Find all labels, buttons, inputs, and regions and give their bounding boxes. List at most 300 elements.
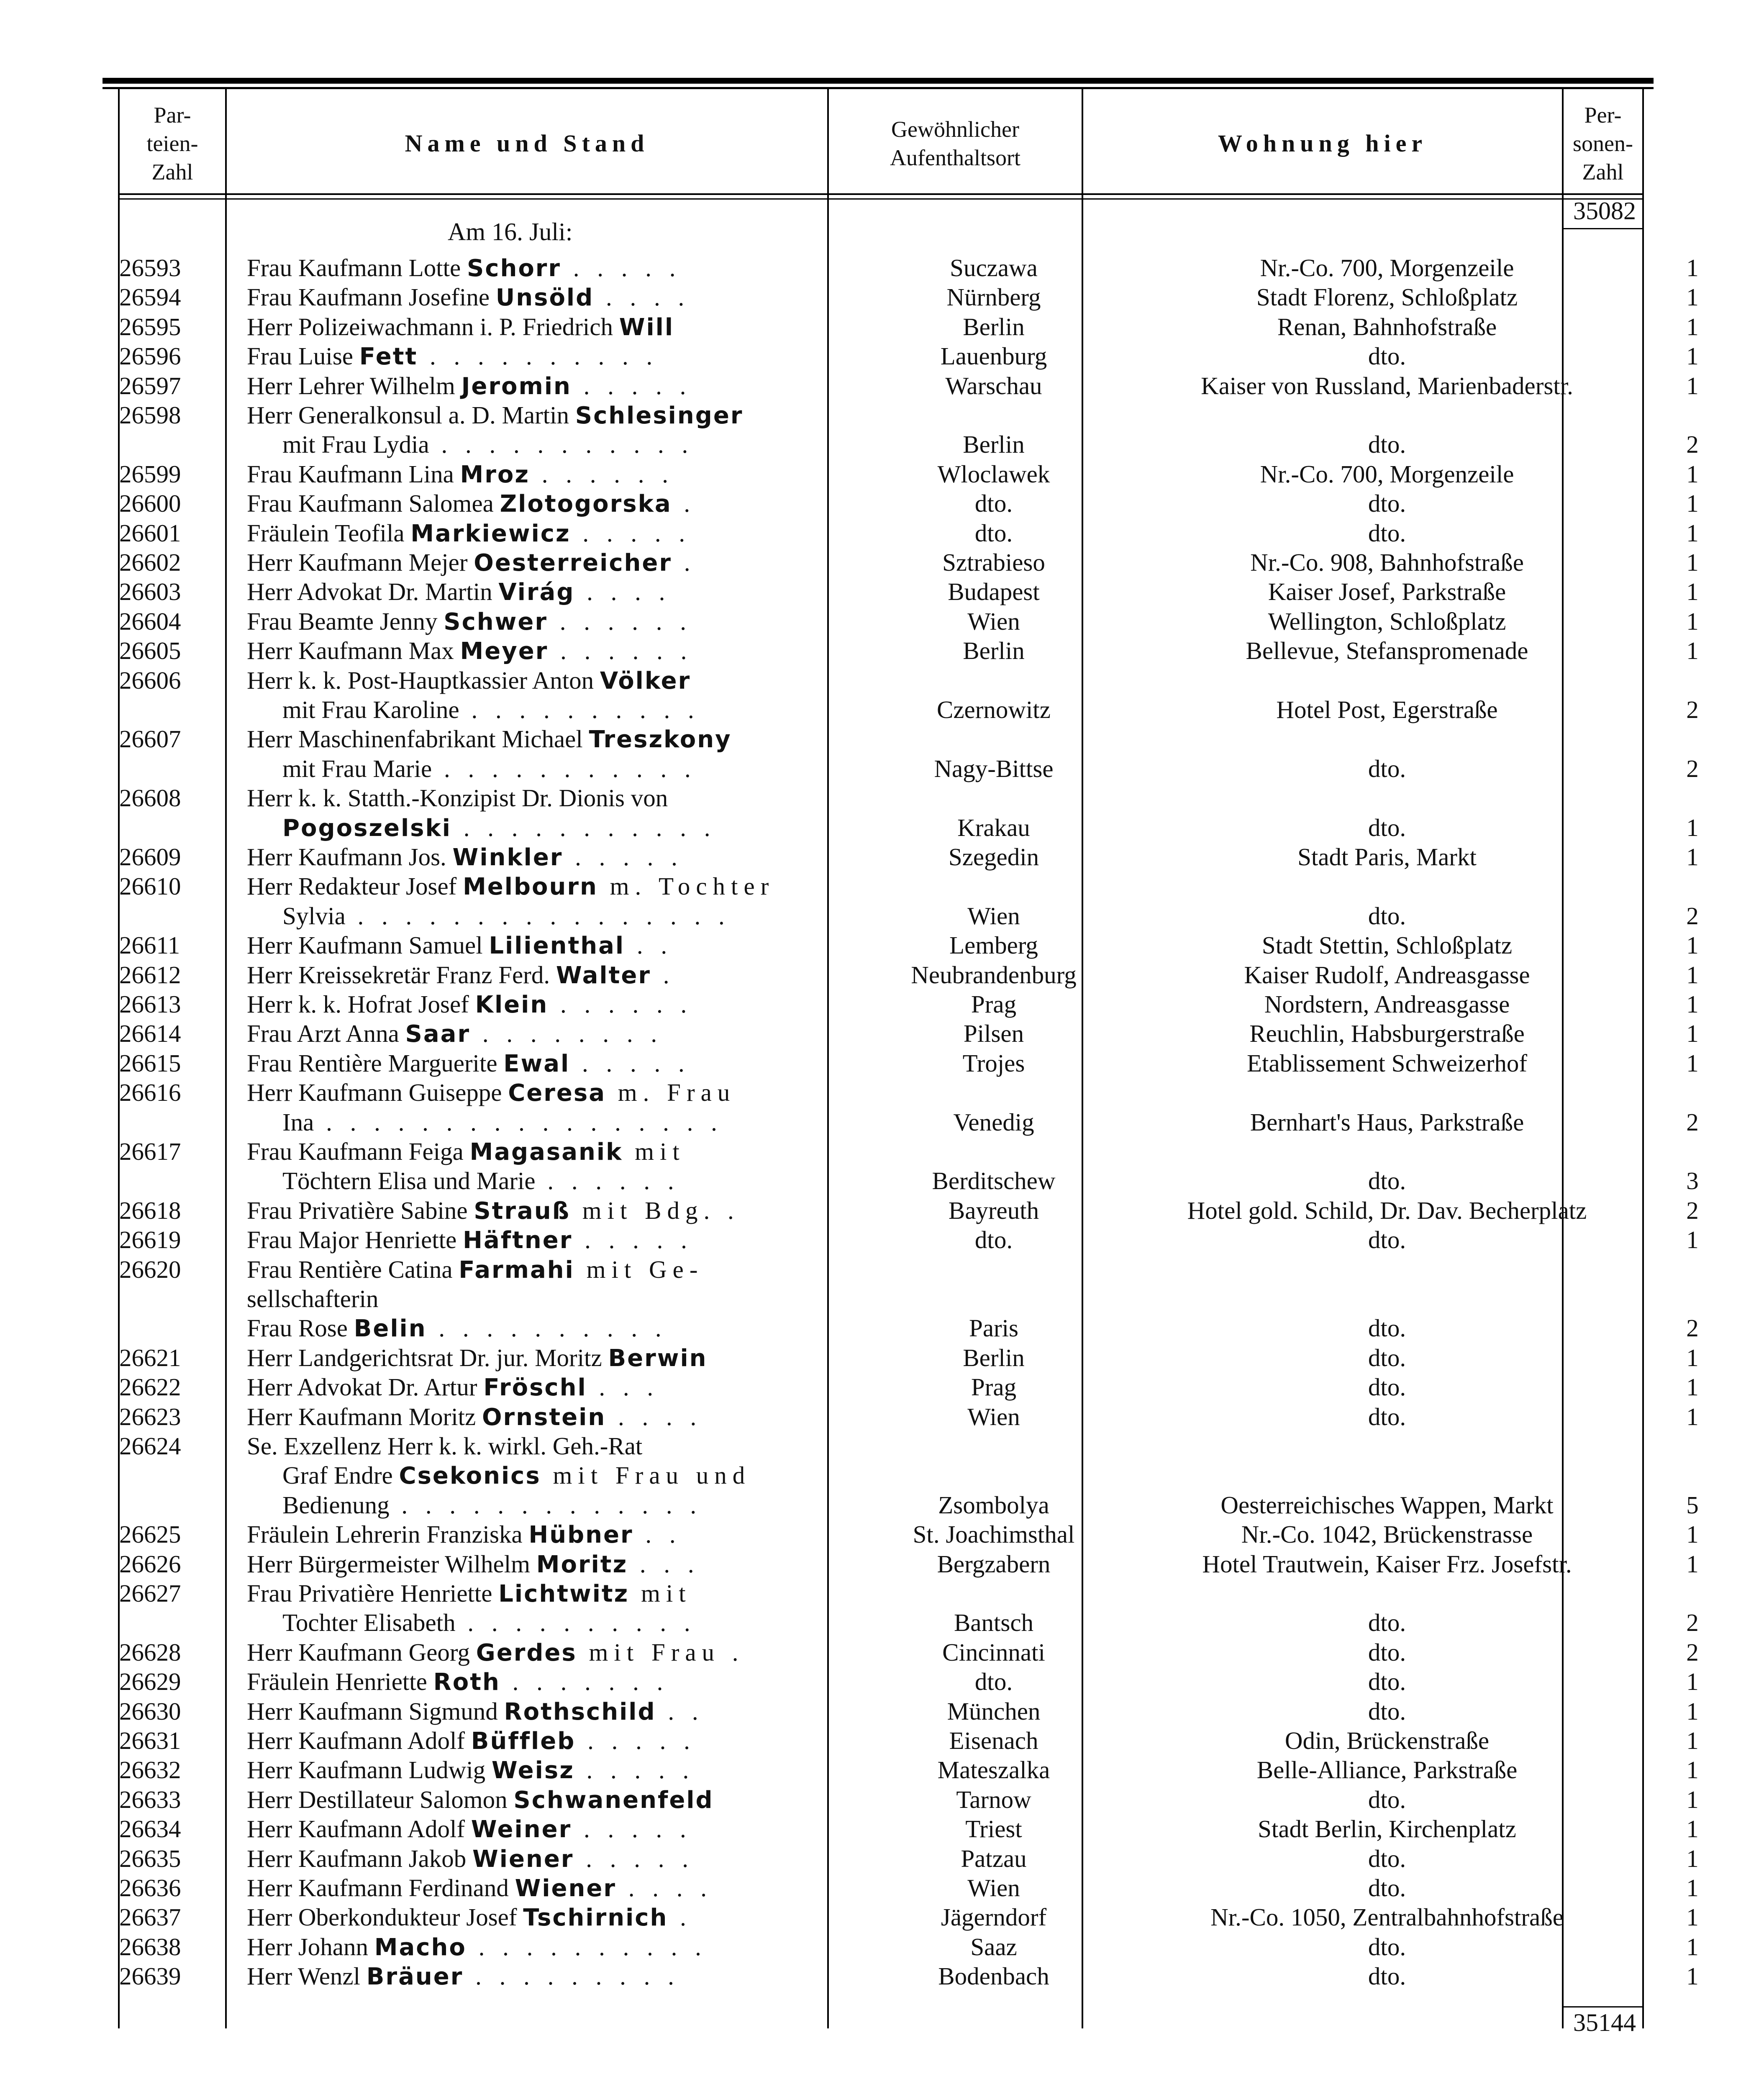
name-trailing: . . . . . . . . . . xyxy=(426,1314,667,1342)
name-text: mit Frau Karoline xyxy=(282,696,459,723)
parteien-zahl: 26639 xyxy=(119,1962,181,1990)
header-personen-zahl: Per- sonen- Zahl xyxy=(1573,102,1633,185)
parteien-zahl: 26596 xyxy=(119,342,181,370)
parteien-zahl: 26623 xyxy=(119,1402,181,1431)
parteien-zahl: 26607 xyxy=(119,725,181,753)
table-row xyxy=(119,666,1642,695)
name-text: Tochter Elisabeth xyxy=(282,1609,456,1637)
wohnung: dto. xyxy=(1368,1373,1406,1401)
parteien-zahl: 26599 xyxy=(119,460,181,488)
aufenthaltsort: Zsombolya xyxy=(938,1491,1049,1519)
surname: Büffleb xyxy=(471,1728,576,1755)
table-row xyxy=(119,695,1699,724)
name-text: Frau Privatière Henriette xyxy=(247,1579,499,1607)
wohnung: Kaiser Josef, Parkstraße xyxy=(1268,578,1506,606)
name-text: Fräulein Teofila xyxy=(247,519,411,547)
name-text: Sylvia xyxy=(282,902,346,930)
name-text: Frau Luise xyxy=(247,342,359,370)
table-row xyxy=(119,1431,1642,1461)
name-trailing: . . . . xyxy=(606,1402,703,1431)
name-und-stand xyxy=(247,400,933,431)
name-und-stand xyxy=(247,1726,933,1756)
name-text: Herr Kaufmann Mejer xyxy=(247,549,474,576)
parteien-zahl: 26634 xyxy=(119,1815,181,1843)
aufenthaltsort: Bantsch xyxy=(954,1609,1034,1637)
wohnung: Bernhart's Haus, Parkstraße xyxy=(1250,1108,1524,1136)
aufenthaltsort: Krakau xyxy=(957,813,1030,841)
name-text: Frau Rose xyxy=(247,1314,354,1342)
name-text: Herr Johann xyxy=(247,1933,374,1961)
aufenthaltsort: Wloclawek xyxy=(937,460,1050,488)
name-text: Herr Maschinenfabrikant Michael xyxy=(247,725,589,753)
table-row xyxy=(119,1902,1699,1932)
name-text: Frau Kaufmann Josefine xyxy=(247,283,496,311)
personen-zahl: 1 xyxy=(1686,1756,1699,1784)
name-trailing: . . . . xyxy=(594,283,690,311)
name-und-stand xyxy=(247,724,933,754)
aufenthaltsort: Trojes xyxy=(962,1049,1025,1077)
aufenthaltsort: St. Joachimsthal xyxy=(913,1520,1075,1548)
name-text: Herr Polizeiwachmann i. P. Friedrich xyxy=(247,313,619,341)
wohnung: dto. xyxy=(1368,754,1406,782)
header-aufenthaltsort: Gewöhnlicher Aufenthaltsort xyxy=(890,116,1020,170)
surname: Fett xyxy=(359,343,418,371)
name-und-stand xyxy=(247,1372,933,1402)
aufenthaltsort: Szegedin xyxy=(948,843,1039,871)
aufenthaltsort: Nürnberg xyxy=(946,283,1041,311)
name-text: Fräulein Henriette xyxy=(247,1668,433,1696)
surname: Lichtwitz xyxy=(498,1580,629,1607)
wohnung: dto. xyxy=(1368,1933,1406,1961)
table-row xyxy=(119,813,1699,842)
name-trailing: . . . . . . . . . . . . . . . . . xyxy=(314,1108,723,1136)
name-und-stand xyxy=(247,1313,933,1343)
name-und-stand xyxy=(247,1431,933,1461)
table-row xyxy=(119,1667,1699,1696)
wohnung: Kaiser von Russland, Marienbaderstr. xyxy=(1201,372,1573,400)
name-und-stand xyxy=(247,1402,933,1432)
name-text: Frau Kaufmann Feiga xyxy=(247,1138,470,1165)
name-text: mit Frau Marie xyxy=(282,754,432,782)
table-row xyxy=(119,1579,1642,1608)
personen-zahl: 1 xyxy=(1686,1550,1699,1578)
name-text: Herr Landgerichtsrat Dr. jur. Moritz xyxy=(247,1343,608,1372)
name-trailing: . . . . . xyxy=(574,1844,694,1872)
name-trailing: . . . . . . . . . . . xyxy=(432,754,697,782)
name-text: Herr Wenzl xyxy=(247,1962,367,1990)
name-trailing: . . . . . . . . . . xyxy=(466,1933,707,1961)
name-text: Herr Kaufmann Jakob xyxy=(247,1844,473,1872)
name-text: Herr Kaufmann Guiseppe xyxy=(247,1079,508,1107)
name-und-stand xyxy=(247,1814,933,1844)
personen-zahl: 1 xyxy=(1686,637,1699,665)
table-row xyxy=(119,1402,1699,1431)
wohnung: Hotel Trautwein, Kaiser Frz. Josefstr. xyxy=(1202,1550,1572,1578)
date-label: Am 16. Juli: xyxy=(448,218,573,246)
table-row xyxy=(119,1638,1699,1667)
name-trailing: . . . xyxy=(628,1550,700,1578)
aufenthaltsort: Berlin xyxy=(963,637,1025,665)
aufenthaltsort: Eisenach xyxy=(949,1727,1038,1754)
personen-zahl: 1 xyxy=(1686,254,1699,282)
name-und-stand xyxy=(247,1049,933,1079)
name-und-stand xyxy=(247,783,933,813)
surname: Rothschild xyxy=(504,1698,656,1725)
parteien-zahl: 26633 xyxy=(119,1785,181,1813)
aufenthaltsort: Neubrandenburg xyxy=(911,961,1077,989)
name-trailing: m. Frau xyxy=(606,1079,736,1107)
name-trailing: . . . . . xyxy=(572,1226,693,1254)
surname: Markiewicz xyxy=(410,520,571,547)
name-text: Herr Kaufmann Samuel xyxy=(247,931,489,959)
personen-zahl: 1 xyxy=(1686,283,1699,311)
aufenthaltsort: München xyxy=(947,1697,1041,1725)
table-row xyxy=(119,1814,1699,1843)
surname: Weisz xyxy=(491,1757,574,1784)
parteien-zahl: 26597 xyxy=(119,372,181,400)
name-text: Ina xyxy=(282,1108,314,1136)
wohnung: Stadt Florenz, Schloßplatz xyxy=(1256,283,1518,311)
personen-zahl: 1 xyxy=(1686,1049,1699,1077)
name-und-stand xyxy=(247,489,933,519)
aufenthaltsort: Triest xyxy=(965,1815,1022,1843)
name-trailing: . . . . . . . . . . xyxy=(418,342,659,370)
table-row xyxy=(119,1608,1699,1637)
parteien-zahl: 26609 xyxy=(119,843,181,871)
parteien-zahl: 26619 xyxy=(119,1226,181,1254)
personen-zahl: 2 xyxy=(1686,902,1699,930)
name-trailing: . . . . . . xyxy=(529,460,674,488)
personen-zahl: 1 xyxy=(1686,843,1699,871)
personen-zahl: 1 xyxy=(1686,1520,1699,1548)
parteien-zahl: 26610 xyxy=(119,872,181,900)
name-text: Herr Destillateur Salomon xyxy=(247,1785,514,1813)
name-und-stand xyxy=(282,1461,969,1491)
name-und-stand xyxy=(247,1343,933,1373)
aufenthaltsort: Wien xyxy=(967,607,1020,635)
surname: Virág xyxy=(498,579,575,606)
wohnung: Bellevue, Stefanspromenade xyxy=(1246,637,1528,665)
name-text: Herr Advokat Dr. Martin xyxy=(247,578,499,606)
name-und-stand xyxy=(247,1225,933,1255)
name-text: Frau Privatière Sabine xyxy=(247,1196,474,1224)
personen-zahl: 2 xyxy=(1686,754,1699,782)
header-name-und-stand: Name und Stand xyxy=(405,129,649,157)
name-trailing: . . . xyxy=(587,1373,659,1401)
name-text: Bedienung xyxy=(282,1491,390,1519)
table-row xyxy=(119,459,1699,489)
wohnung: Hotel Post, Egerstraße xyxy=(1276,696,1498,723)
aufenthaltsort: Bergzabern xyxy=(937,1550,1051,1578)
aufenthaltsort: Sztrabieso xyxy=(942,549,1045,576)
aufenthaltsort: dto. xyxy=(974,1668,1013,1696)
name-und-stand xyxy=(247,548,933,578)
surname: Will xyxy=(619,313,674,341)
name-trailing: . . xyxy=(625,931,673,959)
table-row xyxy=(119,1785,1699,1814)
wohnung: Nr.-Co. 1050, Zentralbahnhofstraße xyxy=(1210,1903,1564,1931)
personen-zahl: 1 xyxy=(1686,931,1699,959)
name-und-stand xyxy=(247,341,933,372)
aufenthaltsort: Prag xyxy=(971,990,1017,1018)
table-row xyxy=(119,1873,1699,1902)
name-text: Töchtern Elisa und Marie xyxy=(282,1167,536,1195)
personen-zahl: 1 xyxy=(1686,1697,1699,1725)
name-text: Frau Rentière Marguerite xyxy=(247,1049,504,1077)
surname: Melbourn xyxy=(463,873,598,901)
surname: Hübner xyxy=(528,1521,633,1549)
table-row xyxy=(119,1372,1699,1402)
aufenthaltsort: Budapest xyxy=(948,578,1040,606)
name-und-stand xyxy=(247,1579,933,1609)
aufenthaltsort: Wien xyxy=(967,902,1020,930)
name-text: mit Frau Lydia xyxy=(282,431,429,459)
name-text: Graf Endre xyxy=(282,1461,399,1490)
surname: Weiner xyxy=(471,1816,572,1843)
personen-zahl: 1 xyxy=(1686,813,1699,841)
wohnung: Nr.-Co. 700, Morgenzeile xyxy=(1260,254,1514,282)
name-text: Herr Kaufmann Adolf xyxy=(247,1727,471,1754)
table-row xyxy=(119,1343,1699,1372)
parteien-zahl: 26598 xyxy=(119,401,181,429)
name-trailing: . . . . . xyxy=(571,372,692,400)
table-row xyxy=(119,607,1699,636)
name-und-stand xyxy=(247,607,933,637)
parteien-zahl: 26616 xyxy=(119,1079,181,1107)
aufenthaltsort: Suczawa xyxy=(950,254,1038,282)
personen-zahl: 2 xyxy=(1686,1108,1699,1136)
personen-zahl: 1 xyxy=(1686,961,1699,989)
table-row xyxy=(119,577,1699,606)
name-text: Frau Arzt Anna xyxy=(247,1020,405,1048)
aufenthaltsort: Patzau xyxy=(961,1844,1027,1872)
aufenthaltsort: Jägerndorf xyxy=(941,1903,1047,1931)
table-row xyxy=(119,1755,1699,1784)
personen-zahl: 2 xyxy=(1686,1609,1699,1637)
name-und-stand xyxy=(247,1961,933,1992)
name-text: Frau Kaufmann Lina xyxy=(247,460,460,488)
personen-zahl: 1 xyxy=(1686,1785,1699,1813)
name-trailing: . . . . . . . . . . . xyxy=(429,431,694,459)
wohnung: Oesterreichisches Wappen, Markt xyxy=(1220,1491,1554,1519)
name-und-stand xyxy=(247,1255,933,1285)
name-text: Herr Lehrer Wilhelm xyxy=(247,372,462,400)
name-trailing: . . . . . . . . . . . . . . . . xyxy=(345,902,731,930)
table-row xyxy=(119,1461,1642,1490)
table-row xyxy=(119,636,1699,665)
name-trailing: . . xyxy=(656,1697,704,1725)
personen-zahl: 1 xyxy=(1686,1727,1699,1754)
name-und-stand xyxy=(247,1873,933,1903)
table-row xyxy=(119,400,1642,430)
table-row xyxy=(119,1078,1642,1107)
personen-zahl: 2 xyxy=(1686,1638,1699,1666)
name-und-stand xyxy=(247,1638,933,1668)
table-row xyxy=(119,724,1642,754)
parteien-zahl: 26620 xyxy=(119,1255,181,1283)
table-row xyxy=(119,872,1642,901)
parteien-zahl: 26631 xyxy=(119,1727,181,1754)
table-row xyxy=(119,341,1699,371)
name-trailing: . . . . . xyxy=(574,1756,695,1784)
surname: Saar xyxy=(405,1020,471,1048)
name-und-stand xyxy=(247,459,933,490)
name-und-stand xyxy=(247,1196,933,1226)
aufenthaltsort: Berlin xyxy=(963,1343,1025,1372)
table-row xyxy=(119,1137,1642,1166)
name-und-stand xyxy=(247,1667,933,1697)
table-row xyxy=(119,1932,1699,1961)
parteien-zahl: 26625 xyxy=(119,1520,181,1548)
personen-zahl: 1 xyxy=(1686,1668,1699,1696)
parteien-zahl: 26612 xyxy=(119,961,181,989)
name-und-stand xyxy=(247,1137,933,1167)
surname: Tschirnich xyxy=(523,1904,668,1932)
table-row xyxy=(119,842,1699,872)
surname: Csekonics xyxy=(399,1462,541,1490)
parteien-zahl: 26638 xyxy=(119,1933,181,1961)
table-row xyxy=(119,1520,1699,1549)
parteien-zahl: 26632 xyxy=(119,1756,181,1784)
table-row xyxy=(119,1019,1699,1048)
surname: Roth xyxy=(433,1669,500,1696)
name-text: sellschafterin xyxy=(247,1285,379,1313)
surname: Walter xyxy=(556,961,651,989)
table-row xyxy=(119,1697,1699,1726)
name-text: Frau Beamte Jenny xyxy=(247,607,444,635)
header-rule xyxy=(118,193,1644,195)
personen-zahl: 2 xyxy=(1686,696,1699,723)
table-row xyxy=(119,1549,1699,1579)
name-und-stand xyxy=(247,1755,933,1785)
parteien-zahl: 26617 xyxy=(119,1138,181,1165)
wohnung: Nr.-Co. 908, Bahnhofstraße xyxy=(1250,549,1524,576)
aufenthaltsort: Pilsen xyxy=(963,1020,1024,1048)
parteien-zahl: 26630 xyxy=(119,1697,181,1725)
aufenthaltsort: Mateszalka xyxy=(937,1756,1050,1784)
parteien-zahl: 26615 xyxy=(119,1049,181,1077)
aufenthaltsort: Prag xyxy=(971,1373,1017,1401)
top-rule xyxy=(103,78,1654,84)
wohnung: dto. xyxy=(1368,1314,1406,1342)
name-trailing: . . . . . . xyxy=(535,1167,680,1195)
personen-zahl: 1 xyxy=(1686,1815,1699,1843)
parteien-zahl: 26600 xyxy=(119,490,181,518)
name-text: Herr Kaufmann Ludwig xyxy=(247,1756,492,1784)
aufenthaltsort: Cincinnati xyxy=(942,1638,1045,1666)
wohnung: dto. xyxy=(1368,1962,1406,1990)
name-trailing: . . . . . xyxy=(572,1815,692,1843)
parteien-zahl: 26637 xyxy=(119,1903,181,1931)
surname: Meyer xyxy=(460,638,549,665)
name-text: Frau Major Henriette xyxy=(247,1226,463,1254)
table-row xyxy=(119,489,1699,518)
wohnung: dto. xyxy=(1368,813,1406,841)
parteien-zahl: 26611 xyxy=(119,931,180,959)
parteien-zahl: 26602 xyxy=(119,549,181,576)
table-row xyxy=(119,1166,1699,1195)
header-parteien-zahl: Par- teien- Zahl xyxy=(146,102,198,185)
wohnung: Renan, Bahnhofstraße xyxy=(1277,313,1497,341)
aufenthaltsort: Bodenbach xyxy=(938,1962,1049,1990)
aufenthaltsort: dto. xyxy=(974,519,1013,547)
name-text: Herr Kaufmann Adolf xyxy=(247,1815,471,1843)
table-row xyxy=(119,1255,1642,1284)
wohnung: dto. xyxy=(1368,902,1406,930)
parteien-zahl: 26621 xyxy=(119,1343,181,1372)
aufenthaltsort: Czernowitz xyxy=(937,696,1051,723)
header-wohnung-hier: Wohnung hier xyxy=(1218,129,1428,157)
parteien-zahl: 26593 xyxy=(119,254,181,282)
surname: Oesterreicher xyxy=(474,549,672,577)
wohnung: Odin, Brückenstraße xyxy=(1285,1727,1490,1754)
personen-zahl: 1 xyxy=(1686,490,1699,518)
name-text: Herr k. k. Statth.-Konzipist Dr. Dionis von xyxy=(247,784,668,812)
wohnung: dto. xyxy=(1368,1844,1406,1872)
personen-zahl: 1 xyxy=(1686,1933,1699,1961)
name-und-stand xyxy=(247,1785,933,1815)
surname: Macho xyxy=(374,1933,467,1961)
name-trailing: . . . . . . . . . xyxy=(463,1962,680,1990)
wohnung: Hotel gold. Schild, Dr. Dav. Becherplatz xyxy=(1187,1196,1587,1224)
surname: Ceresa xyxy=(508,1079,606,1107)
parteien-zahl: 26613 xyxy=(119,990,181,1018)
aufenthaltsort: Wien xyxy=(967,1402,1020,1431)
name-trailing: m. Tochter xyxy=(597,872,775,900)
name-trailing: mit Ge- xyxy=(574,1255,704,1283)
parteien-zahl: 26629 xyxy=(119,1668,181,1696)
personen-zahl: 1 xyxy=(1686,1903,1699,1931)
surname: Berwin xyxy=(608,1344,708,1372)
name-text: Herr Kaufmann Moritz xyxy=(247,1402,482,1431)
name-text: Herr k. k. Hofrat Josef xyxy=(247,990,475,1018)
table-row xyxy=(119,430,1699,459)
name-trailing: . . . . . xyxy=(561,254,682,282)
parteien-zahl: 26604 xyxy=(119,607,181,635)
name-trailing: . . . . . . xyxy=(548,637,693,665)
personen-zahl: 3 xyxy=(1686,1167,1699,1195)
wohnung: dto. xyxy=(1368,1638,1406,1666)
name-und-stand xyxy=(247,1078,933,1108)
surname: Gerdes xyxy=(476,1639,577,1666)
header-rule-2 xyxy=(118,198,1644,200)
name-text: Herr Kaufmann Max xyxy=(247,637,460,665)
parteien-zahl: 26627 xyxy=(119,1579,181,1607)
name-trailing: mit Frau . xyxy=(577,1638,744,1666)
name-trailing: . . . . . xyxy=(570,519,691,547)
name-trailing: mit xyxy=(623,1138,685,1165)
wohnung: dto. xyxy=(1368,1668,1406,1696)
name-text: Herr Redakteur Josef xyxy=(247,872,463,900)
personen-zahl: 1 xyxy=(1686,607,1699,635)
name-trailing: . . xyxy=(633,1520,682,1548)
aufenthaltsort: Berditschew xyxy=(932,1167,1056,1195)
wohnung: dto. xyxy=(1368,431,1406,459)
name-und-stand xyxy=(247,312,933,342)
wohnung: dto. xyxy=(1368,1402,1406,1431)
table-row xyxy=(119,931,1699,960)
name-trailing: . xyxy=(672,549,696,576)
aufenthaltsort: Tarnow xyxy=(956,1785,1031,1813)
wohnung: dto. xyxy=(1368,1167,1406,1195)
parteien-zahl: 26601 xyxy=(119,519,181,547)
wohnung: Belle-Alliance, Parkstraße xyxy=(1256,1756,1518,1784)
parteien-zahl: 26635 xyxy=(119,1844,181,1872)
parteien-zahl: 26603 xyxy=(119,578,181,606)
surname: Schlesinger xyxy=(575,402,744,429)
surname: Fröschl xyxy=(483,1374,587,1402)
wohnung: Nr.-Co. 700, Morgenzeile xyxy=(1260,460,1514,488)
